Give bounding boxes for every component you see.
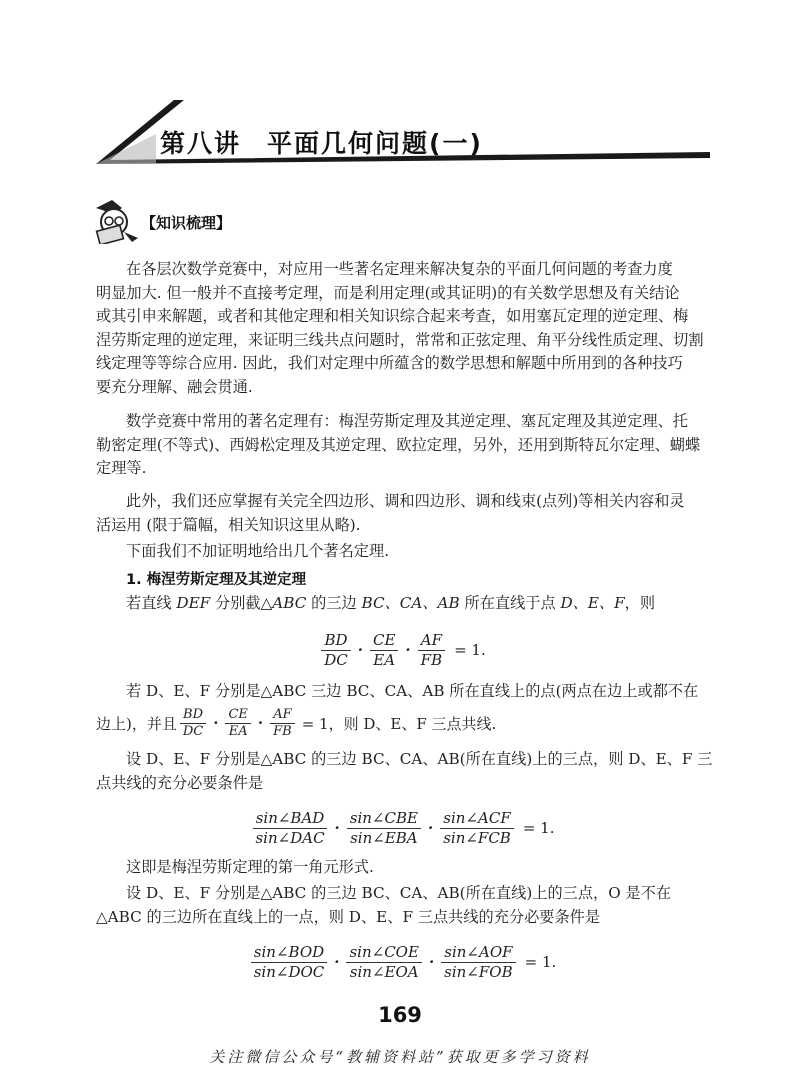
fraction-numerator: BD [180,707,206,724]
fraction-denominator: sin∠EOA [349,962,419,981]
converse-prefix: 边上)，并且 [96,714,177,733]
formula-rhs: = 1. [524,953,557,971]
footer-note: 关注微信公众号“教辅资料站”获取更多学习资料 [209,1048,591,1066]
text-line: 此外，我们还应掌握有关完全四边形、调和四边形、调和线束(点列)等相关内容和灵 [126,492,685,510]
sine-form-paragraph [96,748,713,795]
chapter-label: 第八讲 [160,129,242,158]
fraction-denominator: sin∠DAC [255,828,325,847]
converse-suffix: = 1，则 D、E、F 三点共线. [301,714,497,733]
fraction-numerator: BD [321,631,350,651]
text-line: 点共线的充分必要条件是 [96,773,264,792]
fraction-numerator: sin∠CBE [347,809,421,829]
text-line: 这即是梅涅劳斯定理的第一角元形式. [126,858,374,876]
statement-math: BC、CA、AB [361,594,460,612]
page-number: 169 [378,1003,422,1027]
converse-paragraph [96,680,708,704]
fraction-numerator: sin∠AOF [441,943,515,963]
text-line: 在各层次数学竞赛中，对应用一些著名定理来解决复杂的平面几何问题的考查力度 [126,260,673,278]
intro-paragraph [96,258,708,400]
fraction-numerator: CE [370,631,398,651]
section-heading: 【知识梳理】 [141,214,232,232]
statement-text: 所在直线于点 [459,594,561,612]
fraction-denominator: FB [273,723,292,739]
text-line: 勒密定理(不等式)、西姆松定理及其逆定理、欧拉定理，另外，还用到斯特瓦尔定理、蝴蝶 [96,435,701,454]
theorem-heading: 1. 梅涅劳斯定理及其逆定理 [126,572,307,588]
text-line: 设 D、E、F 分别是△ABC 的三边 BC、CA、AB(所在直线)上的三点，O 是不在 [126,884,672,902]
fraction-denominator: sin∠DOC [253,962,325,981]
text-line: 要充分理解、融会贯通. [96,377,253,396]
reading-mascot-icon [92,198,142,244]
text-line: 数学竞赛中常用的著名定理有：梅涅劳斯定理及其逆定理、塞瓦定理及其逆定理、托 [126,412,688,430]
text-line: 设 D、E、F 分别是△ABC 的三边 BC、CA、AB(所在直线)上的三点，则 D、E、F 三 [126,750,713,768]
statement-text: ，则 [624,594,656,612]
fraction-denominator: DC [182,723,204,739]
first-form-paragraph [96,856,708,880]
chapter-topic: 平面几何问题(一) [267,129,483,158]
fraction-denominator: EA [228,723,248,739]
text-line: 定理等. [96,459,147,478]
statement-text: 若直线 [126,594,177,612]
text-line: 活运用 (限于篇幅，相关知识这里从略). [96,515,361,534]
statement-math: D、E、F [560,594,625,612]
text-line: 或其引申来解题，或者和其他定理和相关知识综合起来考查，如用塞瓦定理的逆定理、梅 [96,307,689,326]
statement-text: 分别截△ [210,594,273,612]
text-line: 下面我们不加证明地给出几个著名定理. [126,542,390,560]
fraction-denominator: FB [420,650,443,669]
fraction-numerator: sin∠COE [346,943,421,963]
fraction-denominator: EA [373,650,396,669]
fraction-numerator: sin∠BOD [251,943,327,963]
fraction-numerator: CE [225,707,250,724]
sine-formula-1: $\frac{\text{sin∠BAD}}{\text{sin∠DAC}}$ · $\frac{\text{sin∠CBE}}{\text{sin∠EBA}}$ · $\frac{\text{sin∠ACF}}{\text{sin∠FCB}}$ = 1. [96,804,708,852]
fraction-numerator: sin∠BAD [253,809,328,829]
menelaus-formula: $\frac{BD}{DC}$ · $\frac{CE}{EA}$ · $\frac{AF}{FB}$ = 1. [96,626,708,674]
theorems-paragraph [96,410,708,481]
fraction-denominator: sin∠FOB [444,962,513,981]
second-form-paragraph [96,882,708,929]
statement-math: DEF [176,594,211,612]
formula-rhs: = 1. [454,641,486,659]
text-line: 若 D、E、F 分别是△ABC 三边 BC、CA、AB 所在直线上的点(两点在边上或都不在 [126,682,699,700]
fraction-numerator: AF [270,707,294,724]
theorem-statement [96,592,708,616]
formula-rhs: = 1. [522,819,555,837]
below-paragraph [96,540,708,564]
extra-paragraph [96,490,708,537]
fraction-denominator: sin∠EBA [350,828,418,847]
chapter-title [160,124,483,160]
fraction-numerator: AF [418,631,445,651]
text-line: △ABC 的三边所在直线上的一点，则 D、E、F 三点共线的充分必要条件是 [96,907,601,926]
fraction-denominator: sin∠FCB [443,828,511,847]
sine-formula-2: $\frac{\text{sin∠BOD}}{\text{sin∠DOC}}$ · $\frac{\text{sin∠COE}}{\text{sin∠EOA}}$ · $\frac{\text{sin∠AOF}}{\text{sin∠FOB}}$ = 1. [96,938,708,986]
fraction-numerator: sin∠ACF [440,809,513,829]
text-line: 线定理等等综合应用. 因此，我们对定理中所蕴含的数学思想和解题中所用到的各种技巧 [96,354,683,373]
text-line: 明显加大. 但一般并不直接考定理，而是利用定理(或其证明)的有关数学思想及有关结论 [96,283,680,302]
fraction-denominator: DC [324,650,348,669]
statement-text: 的三边 [306,594,362,612]
statement-math: ABC [272,594,307,612]
text-line: 涅劳斯定理的逆定理，来证明三线共点问题时，常常和正弦定理、角平分线性质定理、切割 [96,330,704,349]
converse-inline: 边上)，并且 $\frac{BD}{DC}$ · $\frac{CE}{EA}$ · $\frac{AF}{FB}$ = 1，则 D、E、F 三点共线. [96,706,497,739]
